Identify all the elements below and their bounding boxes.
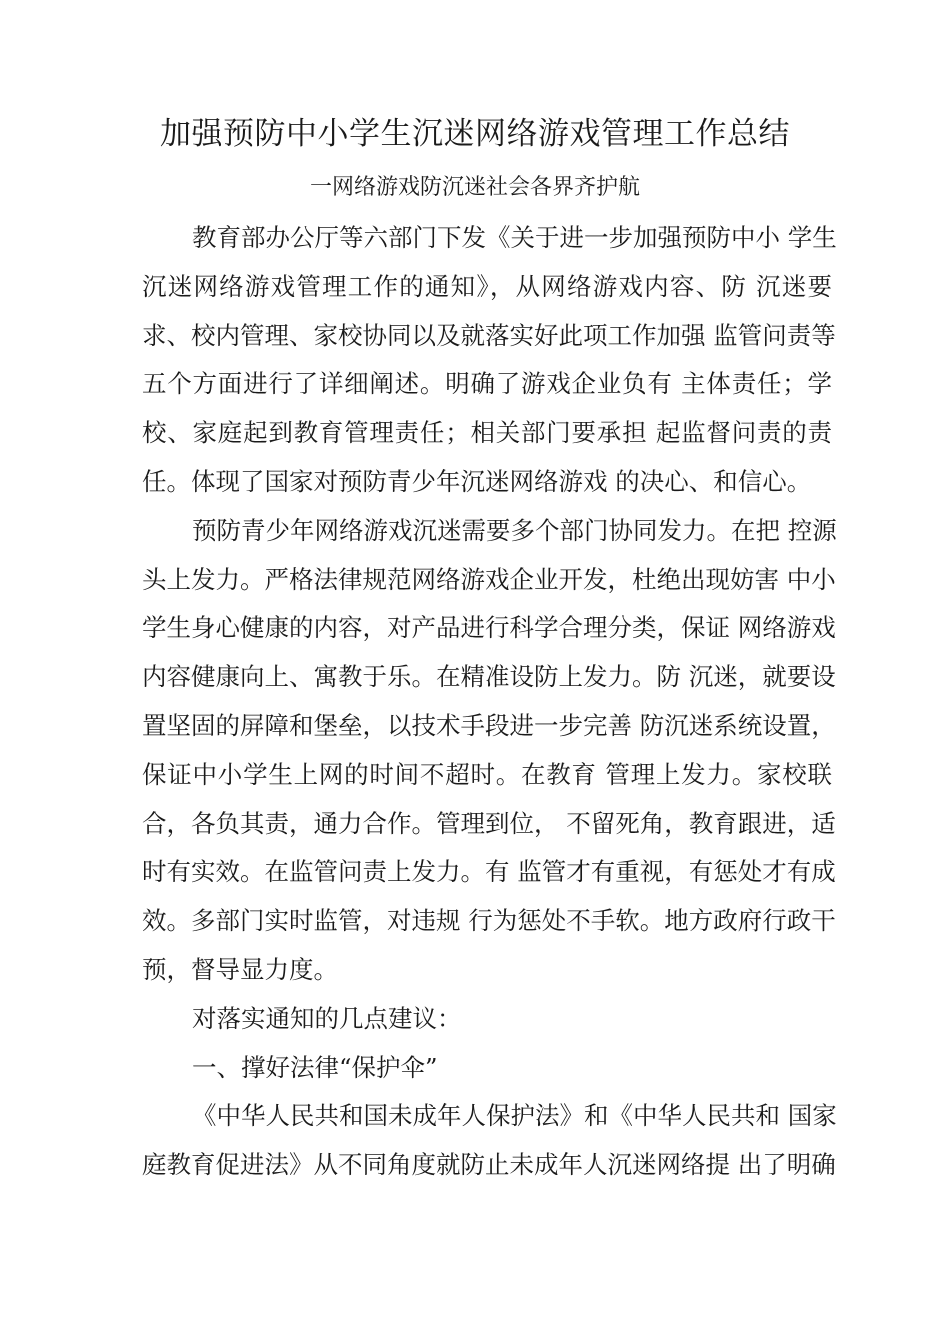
body-text-line: 一、撑好法律“保护伞” (192, 1052, 438, 1082)
body-text-line: 校、家庭起到教育管理责任；相关部门要承担 起监督问责的责 (142, 418, 832, 448)
body-text-line: 保证中小学生上网的时间不超时。在教育 管理上发力。家校联 (142, 759, 832, 789)
body-text-line: 头上发力。严格法律规范网络游戏企业开发，杜绝出现妨害 中小 (142, 564, 836, 594)
body-text-line: 学生身心健康的内容，对产品进行科学合理分类，保证 网络游戏 (142, 613, 836, 643)
document-title: 加强预防中小学生沉迷网络游戏管理工作总结 (160, 116, 790, 152)
body-text-line: 五个方面进行了详细阐述。明确了游戏企业负有 主体责任；学 (142, 369, 832, 399)
body-text-line: 预，督导显力度。 (142, 954, 338, 984)
body-text-line: 效。多部门实时监管，对违规 行为惩处不手软。地方政府行政干 (142, 906, 836, 936)
body-text-line: 预防青少年网络游戏沉迷需要多个部门协同发力。在把 控源 (192, 515, 837, 545)
body-text-line: 庭教育促进法》从不同角度就防止未成年人沉迷网络提 出了明确 (142, 1150, 836, 1180)
body-text-line: 任。体现了国家对预防青少年沉迷网络游戏 的决心、和信心。 (142, 466, 812, 496)
document-subtitle: 一网络游戏防沉迷社会各界齐护航 (309, 175, 640, 200)
body-text-line: 时有实效。在监管问责上发力。有 监管才有重视，有惩处才有成 (142, 857, 836, 887)
body-text-line: 教育部办公厅等六部门下发《关于进一步加强预防中小 学生 (192, 223, 837, 252)
document-body (142, 214, 837, 1190)
body-text-line: 沉迷网络游戏管理工作的通知》，从网络游戏内容、防 沉迷要 (142, 271, 832, 301)
body-text-line: 置坚固的屏障和堡垒，以技术手段进一步完善 防沉迷系统设置， (142, 710, 836, 740)
body-text-line: 合，各负其责，通力合作。管理到位， 不留死角，教育跟进，适 (142, 808, 836, 838)
body-text-line: 《中华人民共和国未成年人保护法》和《中华人民共和 国家 (192, 1101, 837, 1131)
body-text-line: 求、校内管理、家校协同以及就落实好此项工作加强 监管问责等 (142, 320, 836, 350)
body-text-line: 对落实通知的几点建议： (192, 1003, 462, 1033)
body-text-line: 内容健康向上、寓教于乐。在精准设防上发力。防 沉迷，就要设 (142, 662, 836, 692)
